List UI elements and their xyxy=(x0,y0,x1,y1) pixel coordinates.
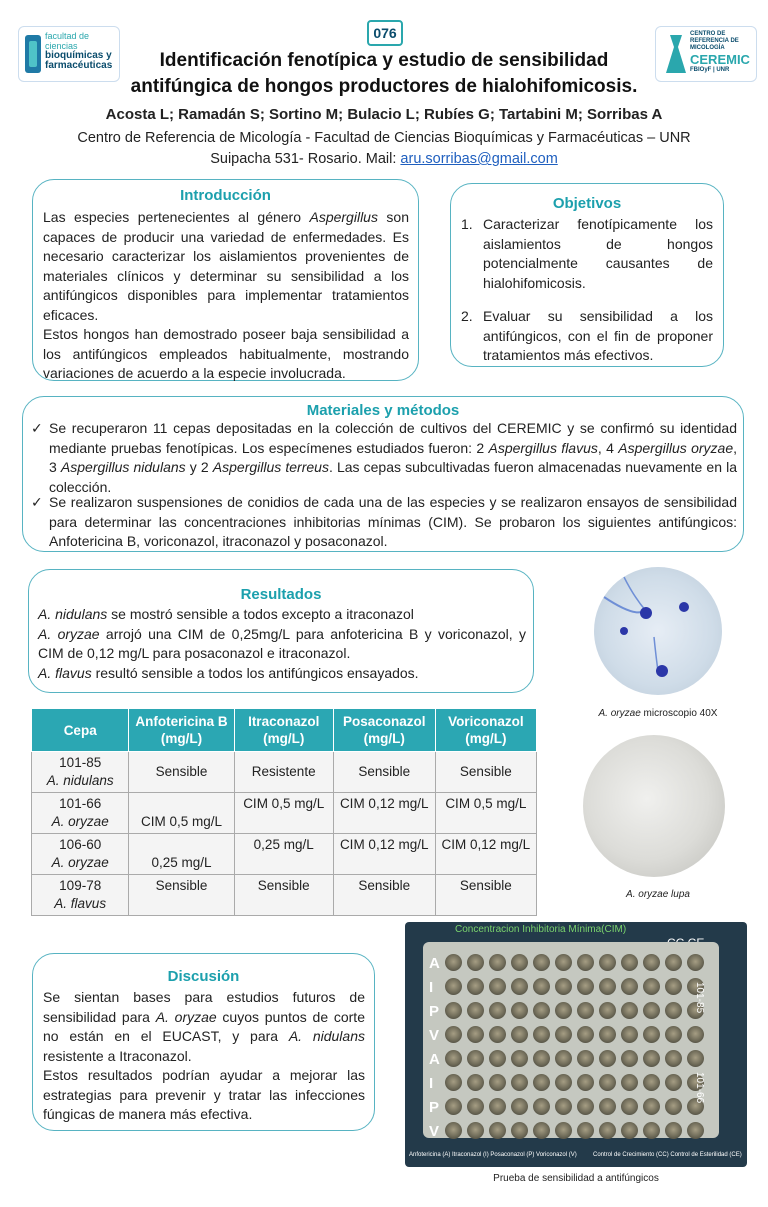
plate-well xyxy=(511,954,528,971)
plate-footer-left: Anfotericina (A) Itraconazol (I) Posaconazol (P) Voriconazol (V) xyxy=(409,1152,577,1158)
plate-well xyxy=(489,1026,506,1043)
logo-right-line3: MICOLOGÍA xyxy=(690,45,725,51)
mat-b1a: Se recuperaron 11 cepas depositadas en la colección de cultivos del CEREMIC y se confirmó su identidad mediante pruebas fenotípicas. Los especímenes estudiados fueron: 2 xyxy=(49,420,737,456)
logo-left-line4: farmacéuticas xyxy=(45,60,113,71)
plate-well xyxy=(489,1122,506,1139)
plate-well xyxy=(467,1002,484,1019)
resultados-box xyxy=(28,569,534,693)
materiales-bullet-1-text xyxy=(49,419,737,497)
plate-well xyxy=(687,1026,704,1043)
table-cell: CIM 0,5 mg/L xyxy=(129,793,234,834)
header-posaconazol: Posaconazol (mg/L) xyxy=(333,709,435,752)
plate-well xyxy=(445,1122,462,1139)
disc-p1b: cuyos puntos de corte no están en el EUCAST, y para xyxy=(43,1008,365,1044)
resultados-title: Resultados xyxy=(240,586,322,603)
disc-p1c: resistente a Itraconazol. xyxy=(43,1047,192,1064)
plate-well xyxy=(665,1122,682,1139)
intro-paragraph-2: Estos hongos han demostrado poseer baja sensibilidad a los antifúngicos empleados habitualmente, mostrando variaciones de acuerdo a la especie involucrada. xyxy=(43,326,409,381)
plate-well xyxy=(599,1074,616,1091)
table-cell: CIM 0,12 mg/L xyxy=(333,793,435,834)
affiliation xyxy=(40,128,728,170)
logo-left-line1: facultad de xyxy=(45,31,90,41)
poster-title xyxy=(110,48,658,100)
table-cell: CIM 0,12 mg/L xyxy=(333,834,435,875)
plate-well xyxy=(577,1050,594,1067)
plate-well xyxy=(533,1002,550,1019)
plate-well xyxy=(599,1002,616,1019)
plate-well xyxy=(577,1026,594,1043)
plate-row-labels xyxy=(429,952,440,1144)
mat-b1c1: , 4 xyxy=(597,439,619,456)
results-table xyxy=(31,708,537,916)
materiales-bullet-1 xyxy=(31,419,737,497)
table-cell: CIM 0,5 mg/L xyxy=(234,793,333,834)
plate-well xyxy=(643,978,660,995)
plate-well xyxy=(467,978,484,995)
plate-well xyxy=(555,1002,572,1019)
micro-caption-species: A. oryzae xyxy=(598,708,641,719)
plate-well xyxy=(445,1002,462,1019)
plate-well xyxy=(467,1026,484,1043)
title-line-2: antifúngica de hongos productores de hialohifomicosis. xyxy=(130,76,638,97)
plate-well xyxy=(489,954,506,971)
res-line-1: se mostró sensible a todos excepto a itraconazol xyxy=(107,606,414,622)
table-cell: Sensible xyxy=(333,875,435,916)
lupa-caption: A. oryzae lupa xyxy=(626,889,690,900)
materiales-title: Materiales y métodos xyxy=(306,402,460,419)
row-label: V xyxy=(429,1027,440,1044)
mat-species-4: Aspergillus terreus xyxy=(212,459,329,475)
plate-well xyxy=(511,978,528,995)
plate-well xyxy=(687,954,704,971)
plate-well xyxy=(665,1074,682,1091)
objetivo-1-num: 1. xyxy=(461,216,473,232)
table-cell: Sensible xyxy=(129,875,234,916)
row-label: I xyxy=(429,1075,434,1092)
objetivo-2 xyxy=(461,307,713,366)
plate-title: Concentracion Inhibitoria Mínima(CIM) xyxy=(455,924,627,935)
cepa-cell xyxy=(32,752,129,793)
address-line xyxy=(40,149,728,170)
table-cell: Sensible xyxy=(234,875,333,916)
table-row xyxy=(32,793,537,834)
disc-p1a: Se sientan bases para estudios futuros de sensibilidad para xyxy=(43,989,365,1025)
discusion-box xyxy=(32,953,375,1131)
plate-well xyxy=(511,1026,528,1043)
sensitivity-plate-photo xyxy=(405,922,747,1167)
res-species-1: A. nidulans xyxy=(38,606,108,622)
plate-well xyxy=(445,1098,462,1115)
mat-b1c2: , 3 xyxy=(49,439,737,475)
plate-well xyxy=(621,1050,638,1067)
plate-label-101-85: 101-85 xyxy=(694,982,705,1014)
microscope-image xyxy=(594,567,722,695)
plate-well xyxy=(665,1002,682,1019)
header-voriconazol: Voriconazol (mg/L) xyxy=(435,709,536,752)
header-cepa: Cepa xyxy=(32,709,129,752)
plate-well xyxy=(511,1074,528,1091)
plate-well xyxy=(489,1074,506,1091)
plate-well xyxy=(577,978,594,995)
plate-well xyxy=(577,1098,594,1115)
plate-well xyxy=(555,1122,572,1139)
plate-well xyxy=(533,1074,550,1091)
plate-well xyxy=(621,1122,638,1139)
plate-well xyxy=(643,1122,660,1139)
plate-well xyxy=(555,954,572,971)
mat-b1c3: y 2 xyxy=(185,459,213,475)
plate-well xyxy=(621,978,638,995)
plate-well xyxy=(643,1050,660,1067)
discusion-paragraph-1 xyxy=(43,988,365,1066)
plate-well xyxy=(665,1050,682,1067)
plate-well xyxy=(555,1026,572,1043)
plate-well xyxy=(621,1026,638,1043)
table-row xyxy=(32,834,537,875)
resultado-2 xyxy=(38,625,526,664)
plate-well xyxy=(599,1098,616,1115)
logo-right-line1: CENTRO DE xyxy=(690,31,726,37)
plate-well xyxy=(533,954,550,971)
table-header-row xyxy=(32,709,537,752)
mat-species-3: Aspergillus nidulans xyxy=(60,459,186,475)
plate-well xyxy=(621,1074,638,1091)
logo-right-line5: FBIOyF | UNR xyxy=(690,67,730,73)
plate-well xyxy=(555,978,572,995)
plate-footer-right: Control de Crecimiento (CC) Control de Esterilidad (CE) xyxy=(593,1152,742,1158)
objetivos-box xyxy=(450,183,724,367)
plate-well xyxy=(511,1002,528,1019)
poster-number: 076 xyxy=(367,20,403,46)
table-cell: Sensible xyxy=(435,752,536,793)
plate-well xyxy=(445,1026,462,1043)
intro-paragraph-1 xyxy=(43,208,409,325)
plate-well xyxy=(577,1074,594,1091)
plate-well xyxy=(599,1122,616,1139)
res-species-2: A. oryzae xyxy=(38,625,100,642)
plate-well xyxy=(445,1050,462,1067)
logo-right-line2: REFERENCIA DE xyxy=(690,38,739,44)
plate-well xyxy=(511,1098,528,1115)
plate-well xyxy=(467,1074,484,1091)
plate-well xyxy=(643,1002,660,1019)
disc-species-2: A. nidulans xyxy=(288,1028,365,1044)
cepa-species: A. oryzae xyxy=(51,814,109,829)
logo-left-line3: bioquímicas y xyxy=(45,50,112,61)
mat-b1c4: . Las cepas subcultivadas fueron almacenadas nuevamente en la colección. xyxy=(49,459,737,495)
faculty-logo xyxy=(18,26,120,82)
plate-wells xyxy=(445,954,715,1146)
ceremic-logo xyxy=(655,26,757,82)
plate-well xyxy=(489,978,506,995)
plate-well xyxy=(599,1050,616,1067)
table-row xyxy=(32,875,537,916)
disc-species-1: A. oryzae xyxy=(155,1008,217,1025)
mat-species-2: Aspergillus oryzae xyxy=(618,439,734,456)
table-cell: CIM 0,5 mg/L xyxy=(435,793,536,834)
plate-well xyxy=(489,1098,506,1115)
header-itraconazol: Itraconazol (mg/L) xyxy=(234,709,333,752)
plate-well xyxy=(511,1050,528,1067)
res-species-3: A. flavus xyxy=(38,664,92,681)
row-label: I xyxy=(429,979,434,996)
mat-species-1: Aspergillus flavus xyxy=(488,439,598,456)
plate-well xyxy=(643,954,660,971)
plate-well xyxy=(643,1074,660,1091)
table-cell: Resistente xyxy=(234,752,333,793)
plate-well xyxy=(555,1074,572,1091)
plate-well xyxy=(687,1122,704,1139)
plate-well xyxy=(467,1098,484,1115)
plate-well xyxy=(467,1122,484,1139)
plate-caption: Prueba de sensibilidad a antifúngicos xyxy=(493,1173,659,1184)
table-cell: 0,25 mg/L xyxy=(234,834,333,875)
discusion-text xyxy=(43,988,365,1125)
table-cell: CIM 0,12 mg/L xyxy=(435,834,536,875)
cepa-id: 101-66 xyxy=(59,796,102,811)
plate-well xyxy=(533,1050,550,1067)
address-text: Suipacha 531- Rosario. Mail: xyxy=(210,151,401,167)
plate-well xyxy=(621,1002,638,1019)
objetivo-1-text: Caracterizar fenotípicamente los aislamientos de hongos potencialmente causantes de hialohifomicosis. xyxy=(483,216,713,291)
plate-label-101-66: 101-66 xyxy=(694,1072,705,1104)
row-label: A xyxy=(429,955,440,972)
plate-well xyxy=(577,1002,594,1019)
table-row xyxy=(32,752,537,793)
title-line-1: Identificación fenotípica y estudio de sensibilidad xyxy=(159,50,609,71)
cepa-id: 101-85 xyxy=(59,755,102,770)
plate-well xyxy=(643,1098,660,1115)
cepa-id: 106-60 xyxy=(59,837,102,852)
plate-well xyxy=(511,1122,528,1139)
plate-well xyxy=(599,1026,616,1043)
plate-well xyxy=(533,978,550,995)
row-label: A xyxy=(429,1051,440,1068)
lupa-image xyxy=(583,735,725,877)
intro-title: Introducción xyxy=(180,187,271,204)
plate-well xyxy=(621,1098,638,1115)
plate-well xyxy=(467,954,484,971)
plate-well xyxy=(687,1050,704,1067)
row-label: P xyxy=(429,1003,440,1020)
table-cell: Sensible xyxy=(333,752,435,793)
plate-well xyxy=(577,1122,594,1139)
plate-well xyxy=(445,1074,462,1091)
logo-left-line2: ciencias xyxy=(45,41,78,51)
plate-well xyxy=(665,1098,682,1115)
affiliation-line: Centro de Referencia de Micología - Facultad de Ciencias Bioquímicas y Farmacéuticas – UNR xyxy=(77,130,691,146)
plate-well xyxy=(467,1050,484,1067)
cepa-species: A. nidulans xyxy=(46,773,114,788)
resultados-text xyxy=(38,605,526,683)
plate-well xyxy=(665,954,682,971)
resultado-1 xyxy=(38,605,526,625)
table-cell: Sensible xyxy=(435,875,536,916)
objetivo-2-text: Evaluar su sensibilidad a los antifúngicos, con el fin de proponer tratamientos más efectivos. xyxy=(483,308,713,363)
logo-right-line4: CEREMIC xyxy=(690,52,750,67)
table-cell: Sensible xyxy=(129,752,234,793)
cepa-cell xyxy=(32,793,129,834)
plate-well xyxy=(665,1026,682,1043)
discusion-title: Discusión xyxy=(167,968,240,985)
plate-well xyxy=(445,978,462,995)
plate-well xyxy=(533,1122,550,1139)
discusion-paragraph-2: Estos resultados podrían ayudar a mejorar las estrategias para prevenir y tratar las infecciones fúngicas de manera más efectiva. xyxy=(43,1067,365,1122)
materiales-bullet-2 xyxy=(31,493,737,552)
row-label: P xyxy=(429,1099,440,1116)
intro-p1a: Las especies pertenecientes al género xyxy=(43,209,310,225)
plate-well xyxy=(599,978,616,995)
check-icon: ✓ xyxy=(31,420,43,436)
materiales-box xyxy=(22,396,744,552)
intro-p1b: son capaces de producir una variedad de enfermedades. Es necesario caracterizar los aislamientos provenientes de materiales clínicos y determinar su sensibilidad a los antifúngicos disponibles para implementar tratamientos eficaces. xyxy=(43,209,410,323)
table-cell: 0,25 mg/L xyxy=(129,834,234,875)
row-label: V xyxy=(429,1123,440,1140)
micro-caption-text: microscopio 40X xyxy=(640,708,718,719)
cepa-species: A. flavus xyxy=(54,896,107,911)
plate-well xyxy=(643,1026,660,1043)
check-icon: ✓ xyxy=(31,494,43,510)
plate-well xyxy=(555,1098,572,1115)
cepa-id: 109-78 xyxy=(59,878,102,893)
cepa-cell xyxy=(32,875,129,916)
materiales-bullet-2-text: Se realizaron suspensiones de conidios de cada una de las especies y se realizaron ensayos de sensibilidad para determinar las concentraciones inhibitorias mínimas (CIM). Se probaron los siguientes antifúngicos: Anfotericina B, voriconazol, itraconazol y posaconazol. xyxy=(49,494,737,549)
intro-text xyxy=(43,208,409,384)
res-line-2: arrojó una CIM de 0,25mg/L para anfotericina B y voriconazol, y CIM de 0,12 mg/L para posaconazol e itraconazol. xyxy=(38,625,526,661)
plate-well xyxy=(577,954,594,971)
authors: Acosta L; Ramadán S; Sortino M; Bulacio L; Rubíes G; Tartabini M; Sorribas A xyxy=(105,106,663,123)
cepa-cell xyxy=(32,834,129,875)
plate-well xyxy=(621,954,638,971)
objetivo-2-num: 2. xyxy=(461,308,473,324)
micro-caption xyxy=(578,708,738,719)
plate-well xyxy=(533,1098,550,1115)
resultado-3 xyxy=(38,664,526,684)
plate-well xyxy=(555,1050,572,1067)
intro-box xyxy=(32,179,419,381)
header-anfotericina: Anfotericina B (mg/L) xyxy=(129,709,234,752)
plate-well xyxy=(445,954,462,971)
email-link[interactable]: aru.sorribas@gmail.com xyxy=(400,151,558,167)
plate-well xyxy=(489,1050,506,1067)
plate-well xyxy=(489,1002,506,1019)
intro-p1-genus: Aspergillus xyxy=(309,209,378,225)
objetivo-1 xyxy=(461,215,713,293)
plate-well xyxy=(533,1026,550,1043)
plate-well xyxy=(665,978,682,995)
objetivos-title: Objetivos xyxy=(552,195,622,212)
res-line-3: resultó sensible a todos los antifúngicos ensayados. xyxy=(91,664,419,681)
cepa-species: A. oryzae xyxy=(51,855,109,870)
plate-well xyxy=(599,954,616,971)
